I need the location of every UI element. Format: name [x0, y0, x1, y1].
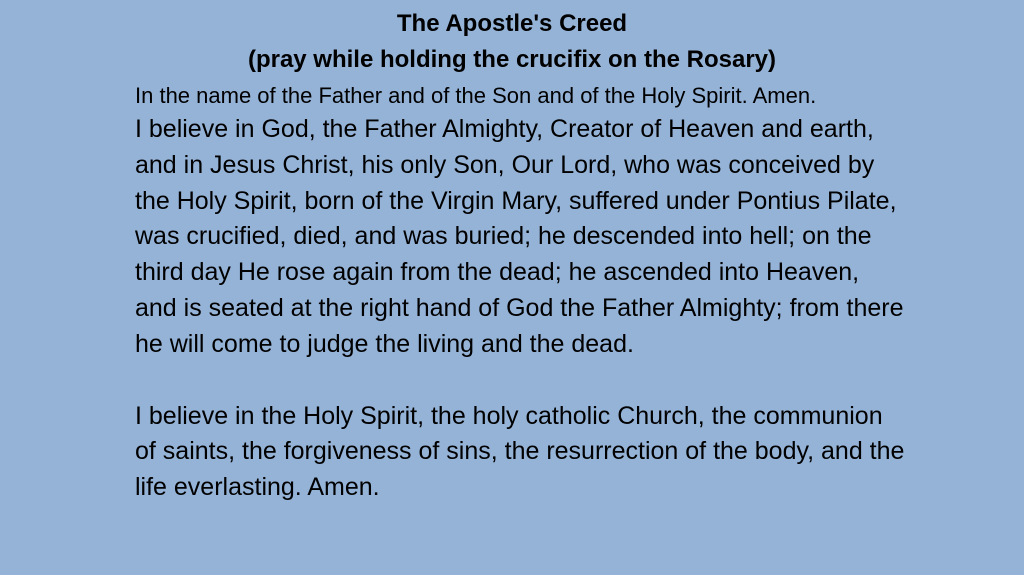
- invocation-text: In the name of the Father and of the Son and of the Holy Spirit. Amen.: [135, 83, 817, 108]
- page-title: The Apostle's Creed: [396, 10, 628, 37]
- creed-paragraph-1: I believe in God, the Father Almighty, Creator of Heaven and earth, and in Jesus Christ, his only Son, Our Lord, who was conceived by the Holy Spirit, born of the Virgin Mary, suffered under Pontius Pilate, was crucified, died, and was buried; he descended into hell; on the third day He rose again from the dead; he ascended into Heaven, and is seated at the right hand of God the Father Almighty; from there he will come to judge the living and the dead.: [135, 115, 904, 358]
- page-subtitle: (pray while holding the crucifix on the Rosary): [247, 46, 777, 73]
- creed-paragraph-2: I believe in the Holy Spirit, the holy catholic Church, the communion of saints, the forgiveness of sins, the resurrection of the body, and the life everlasting. Amen.: [135, 401, 905, 502]
- paragraph-spacer: [135, 363, 905, 399]
- prayer-body: [135, 80, 905, 506]
- title-block: [0, 6, 1024, 78]
